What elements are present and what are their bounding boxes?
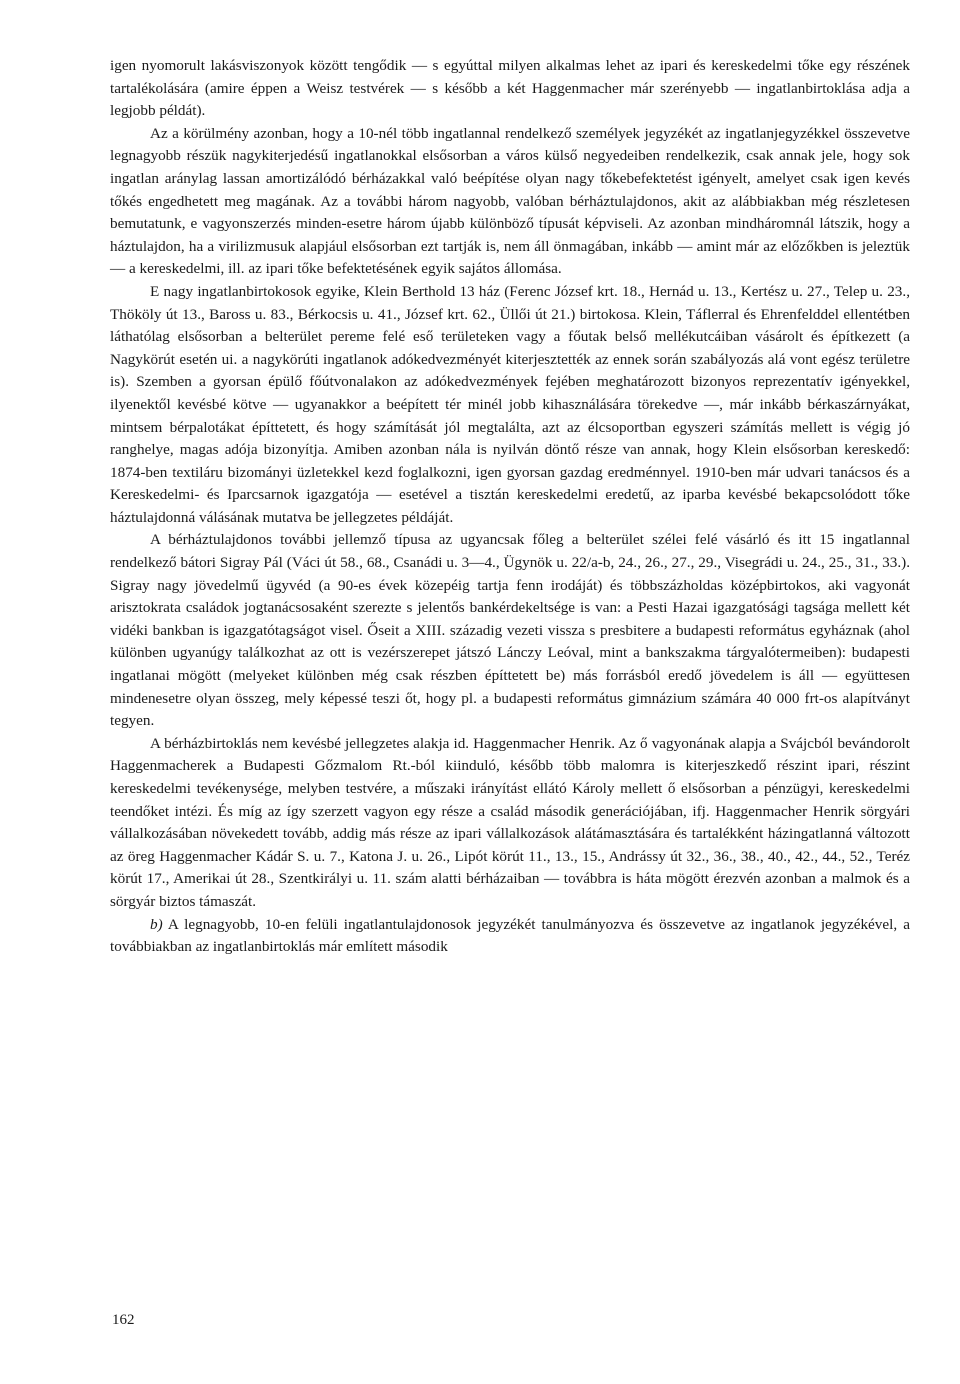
paragraph-6-text: A legnagyobb, 10-en felüli ingatlantulajdonosok jegyzékét tanulmányozva és összevetve az ingatlanok jegyzékével, a továbbiakban az ingatlanbirtoklás már említett második <box>110 915 910 956</box>
list-marker: b) <box>150 915 163 933</box>
page-body <box>110 55 910 959</box>
paragraph-1: igen nyomorult lakásviszonyok között tengődik — s egyúttal milyen alkalmas lehet az ipari és kereskedelmi tőke egy részének tartalékolására (amire éppen a Weisz testvérek — s később a két Haggenmacher már szerényebb — ingatlanbirtoklása adja a legjobb példát). <box>110 57 910 120</box>
paragraph-3: E nagy ingatlanbirtokosok egyike, Klein Berthold 13 ház (Ferenc József krt. 18., Hernád u. 13., Kertész u. 27., Telep u. 23., Thököly út 13., Baross u. 83., Bérkocsis u. 41., József krt. 62., Üllői út 21.) birtokosa. Klein, Táflerral és Ehrenfelddel ellentétben láthatólag elsősorban a belterület pereme felé eső területeken vagy a főutak belső mellékutcáiban vásárolt és építkezett (a Nagykörút esetén ui. a nagykörúti ingatlanok adókedvezményét kiterjesztették az ennek során szabályozás alá vont egész területre is). Szemben a gyorsan épülő főútvonalakon az adókedvezmények fejében meghatározott bizonyos reprezentatív igényekkel, ilyenektől kevésbé kötve — ugyanakkor a beépített tér minél jobb kihasználására törekedve —, már inkább bérkaszárnyákat, mintsem bérpalotákat építtetett, és hogy számítását jól megtalálta, azt az élcsoportban egyszeri számítás mellett is végig jó ranghelye, magas adója bizonyítja. Amiben azonban nála is nyilván döntő része van annak, hogy Klein elsősorban kereskedő: 1874-ben textiláru bizományi üzletekkel kezd foglalkozni, igen gyorsan gazdag eredménnyel. 1910-ben már udvari tanácsos és a Kereskedelmi- és Iparcsarnok igazgatója — esetével a tisztán kereskedelmi eredetű, az iparba kevésbé bekapcsolódott tőke háztulajdonná válásának mutatva be jellegzetes példáját. <box>110 282 910 526</box>
paragraph-4: A bérháztulajdonos további jellemző típusa az ugyancsak főleg a belterület szélei felé vásárló és itt 15 ingatlannal rendelkező bátori Sigray Pál (Váci út 58., 68., Csanádi u. 3—4., Ügynök u. 22/a-b, 24., 26., 27., 29., Visegrádi u. 24., 25., 31., 33.). Sigray nagy jövedelmű ügyvéd (a 90-es évek közepéig tartja fenn irodáját) és többszázholdas középbirtokos, aki vagyonát arisztokrata családok jogtanácsosaként szerezte s jelentős bankérdekeltsége is van: a Pesti Hazai igazgatósági tagsága mellett két vidéki bankban is igazgatótagságot visel. Őseit a XIII. századig vezeti vissza s presbitere a budapesti református egyháznak (ahol különben ugyanúgy találkozhat az ott is vezérszerepet játszó Lánczy Leóval, mint a bankszakma tárgyalótermeiben): budapesti ingatlanai mögött (melyeket különben még csak részben építtetett be) más forrásból eredő jövedelem is áll — együttesen mindenesetre olyan összeg, mely képessé teszi őt, hogy pl. a budapesti református gimnázium számára 40 000 frt-os alapítványt tegyen. <box>110 531 910 730</box>
paragraph-2: Az a körülmény azonban, hogy a 10-nél több ingatlannal rendelkező személyek jegyzékét az ingatlanjegyzékkel összevetve legnagyobb részük nagykiterjedésű ingatlanokkal elsősorban a város külső negyedeiben rendelkezik, csak annak jele, hogy sok ingatlan aránylag lassan amortizálódó bérházakkal való beépítése olyan nagy tőkebefektetést igényelt, amelyet csak igen kevés tőkés engedhetett meg magának. Az a további három nagyobb, valóban bérháztulajdonos, akit az alábbiakban még részletesen bemutatunk, e vagyonszerzés minden-esetre három újabb különböző típusát képviseli. Az azonban mindháromnál látszik, hogy a háztulajdon, ha a virilizmusuk alapjául elsősorban ezt tartják is, nem áll önmagában, inkább — amint már az előzőkben is jeleztük — a kereskedelmi, ill. az ipari tőke befektetésének egyik sajátos állomása. <box>110 124 910 278</box>
paragraph-6 <box>110 914 910 959</box>
page-number: 162 <box>112 1312 135 1328</box>
paragraph-5: A bérházbirtoklás nem kevésbé jellegzetes alakja id. Haggenmacher Henrik. Az ő vagyonának alapja a Svájcból bevándorolt Haggenmacherek a Budapesti Gőzmalom Rt.-ból kiinduló, később több malomra is kiterjeszkedő részint ipari, részint kereskedelmi tevékenysége, melyben testvére, a műszaki irányítást ellátó Károly mellett ő elsősorban a pénzügyi, kereskedelmi teendőket intézi. És míg az így szerzett vagyon egy része a család második generációjában, ifj. Haggenmacher Henrik sörgyári vállalkozásában növekedett tovább, addig más része az ipari vállalkozások alátámasztására és tartalékként házingatlanná változott az öreg Haggenmacher Kádár S. u. 7., Katona J. u. 26., Lipót körút 11., 13., 15., Andrássy út 32., 36., 38., 40., 42., 44., 52., Teréz körút 17., Amerikai út 28., Szentkirályi u. 11. szám alatti bérházaiban — továbbra is háta mögött érezvén azonban a malmok és a sörgyár biztos támaszát. <box>110 734 910 910</box>
